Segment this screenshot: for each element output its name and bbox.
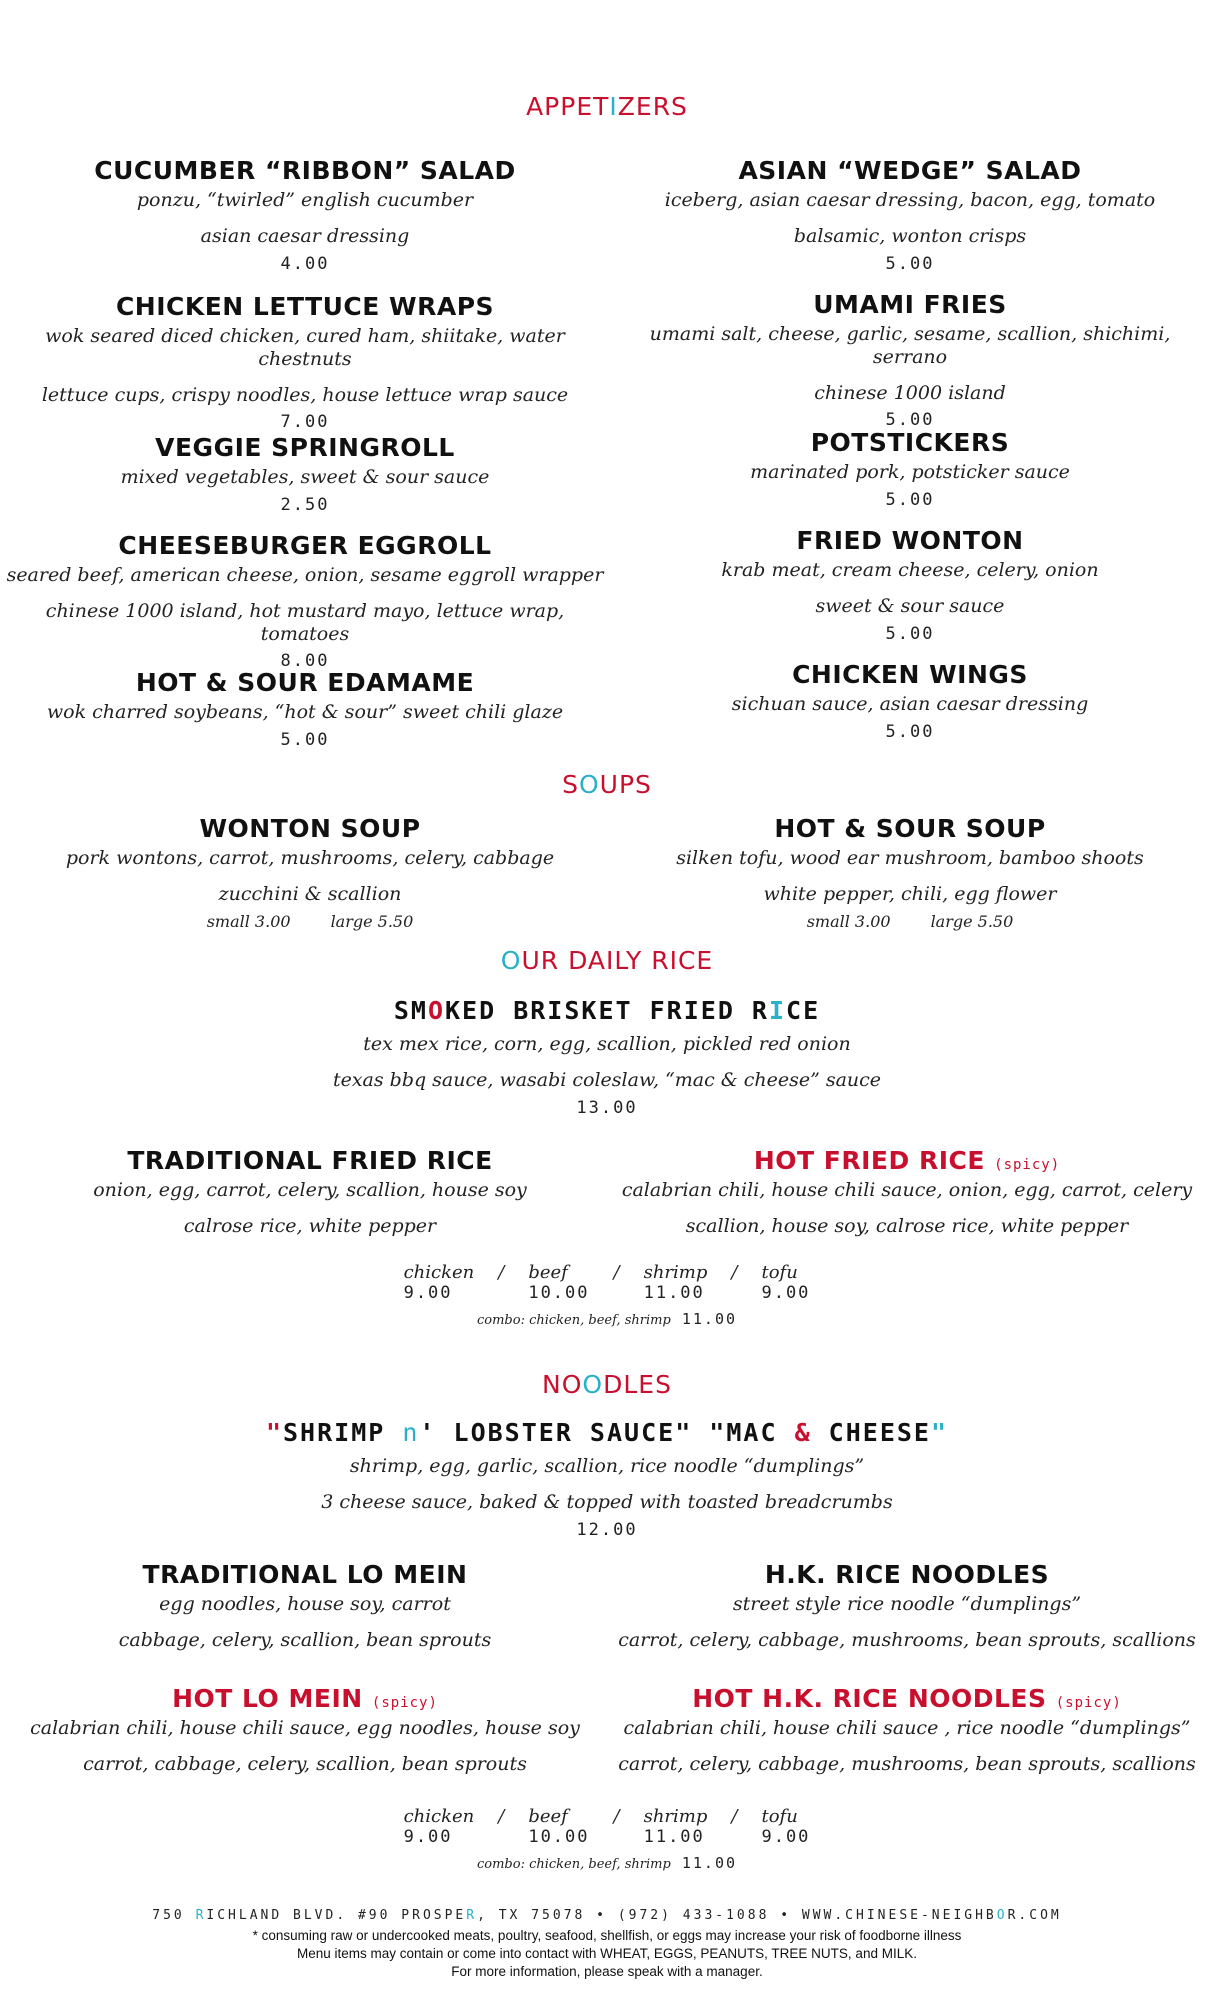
item-name-text: HOT LO MEIN xyxy=(172,1684,363,1713)
item-description: scallion, house soy, calrose rice, white pepper xyxy=(685,1214,1129,1237)
item-price: 2.50 xyxy=(280,494,330,515)
item-description: sichuan sauce, asian caesar dressing xyxy=(731,693,1089,715)
item-description: asian caesar dressing xyxy=(200,224,410,247)
heading-accent: O xyxy=(582,1370,604,1399)
footer-address xyxy=(0,1908,1214,1923)
heading-text: ZERS xyxy=(617,92,688,121)
notice-line: Menu items may contain or come into contact with WHEAT, EGGS, PEANUTS, TREE NUTS, and MILK. xyxy=(297,1946,917,1961)
combo-price: 11.00 xyxy=(681,1310,738,1328)
item-price: 5.00 xyxy=(885,489,935,510)
protein-grid xyxy=(0,1262,1214,1303)
item-description: chinese 1000 island xyxy=(814,381,1006,404)
heading-text: UPS xyxy=(599,770,652,799)
item-description: balsamic, wonton crisps xyxy=(793,224,1027,247)
title-part: SHRIMP xyxy=(283,1418,403,1447)
menu-item xyxy=(20,433,590,515)
item-description: wok seared diced chicken, cured ham, shiitake, water chestnuts xyxy=(45,325,565,370)
price-large: large 5.50 xyxy=(930,911,1014,931)
item-description: onion, egg, carrot, celery, scallion, house soy xyxy=(93,1179,527,1201)
item-description: tex mex rice, corn, egg, scallion, pickled red onion xyxy=(363,1033,851,1055)
item-description: chinese 1000 island, hot mustard mayo, lettuce wrap, tomatoes xyxy=(45,599,565,645)
item-price: 13.00 xyxy=(576,1097,638,1118)
combo-label: combo: chicken, beef, shrimp xyxy=(476,1857,671,1872)
title-accent: n xyxy=(402,1418,420,1447)
item-description: silken tofu, wood ear mushroom, bamboo shoots xyxy=(676,847,1144,869)
price-beef: 10.00 xyxy=(528,1827,590,1847)
title-accent: O xyxy=(427,996,445,1025)
item-description: calrose rice, white pepper xyxy=(183,1214,437,1237)
separator: / xyxy=(613,1262,620,1283)
menu-item xyxy=(600,1684,1214,1776)
menu-item xyxy=(610,526,1210,644)
item-price: 4.00 xyxy=(280,253,330,274)
option-shrimp: shrimp xyxy=(643,1806,708,1827)
menu-item xyxy=(610,290,1210,430)
noodles-heading xyxy=(0,1370,1214,1399)
item-name: CHEESEBURGER EGGROLL xyxy=(118,531,492,560)
item-name xyxy=(0,996,1214,1025)
item-description: calabrian chili, house chili sauce , rice noodle “dumplings” xyxy=(623,1717,1191,1739)
option-shrimp: shrimp xyxy=(643,1262,708,1283)
item-price: 5.00 xyxy=(885,623,935,644)
item-name xyxy=(600,1146,1214,1175)
item-name: CHICKEN WINGS xyxy=(792,660,1028,689)
item-name-text: HOT H.K. RICE NOODLES xyxy=(692,1684,1047,1713)
item-description: lettuce cups, crispy noodles, house lettuce wrap sauce xyxy=(41,383,569,406)
footer-accent: O xyxy=(996,1908,1008,1923)
heading-text: APPET xyxy=(526,92,610,121)
title-part: CHEESE xyxy=(811,1418,931,1447)
spicy-tag: (spicy) xyxy=(1055,1695,1122,1711)
menu-item xyxy=(0,292,610,432)
item-price: 5.00 xyxy=(885,410,935,431)
separator: / xyxy=(731,1806,738,1827)
item-description: krab meat, cream cheese, celery, onion xyxy=(721,559,1099,581)
item-price: 5.00 xyxy=(885,253,935,274)
item-description: iceberg, asian caesar dressing, bacon, egg, tomato xyxy=(664,189,1156,211)
combo-price: 11.00 xyxy=(681,1854,738,1872)
combo-label: combo: chicken, beef, shrimp xyxy=(476,1313,671,1328)
price-beef: 10.00 xyxy=(528,1283,590,1303)
price-shrimp: 11.00 xyxy=(643,1283,705,1303)
item-price: 5.00 xyxy=(885,721,935,742)
menu-item xyxy=(20,156,590,274)
price-shrimp: 11.00 xyxy=(643,1827,705,1847)
item-name xyxy=(0,1418,1214,1447)
footer-text: ICHLAND BLVD. #90 PROSPE xyxy=(206,1908,467,1923)
item-name xyxy=(0,1684,610,1713)
protein-options xyxy=(0,1262,1214,1328)
item-name: HOT & SOUR SOUP xyxy=(774,814,1046,843)
item-name xyxy=(600,1684,1214,1713)
item-name: FRIED WONTON xyxy=(796,526,1024,555)
item-description: carrot, celery, cabbage, mushrooms, bean sprouts, scallions xyxy=(618,1752,1196,1775)
item-description: calabrian chili, house chili sauce, egg noodles, house soy xyxy=(30,1717,580,1739)
item-description: white pepper, chili, egg flower xyxy=(763,882,1057,905)
heading-text: NO xyxy=(542,1370,583,1399)
item-name: CHICKEN LETTUCE WRAPS xyxy=(115,292,495,321)
title-accent: " xyxy=(265,1418,283,1447)
footer-text: 750 xyxy=(152,1908,196,1923)
item-name: POTSTICKERS xyxy=(810,428,1010,457)
heading-text: UR DAILY RICE xyxy=(521,946,714,975)
item-name: UMAMI FRIES xyxy=(813,290,1007,319)
item-description: texas bbq sauce, wasabi coleslaw, “mac & cheese” sauce xyxy=(332,1068,882,1091)
title-part: CE xyxy=(786,996,821,1025)
price-large: large 5.50 xyxy=(330,911,414,931)
menu-item xyxy=(610,660,1210,742)
item-price: 5.00 xyxy=(280,729,330,750)
heading-text: DLES xyxy=(603,1370,672,1399)
menu-item xyxy=(10,814,610,931)
appetizers-heading xyxy=(0,92,1214,121)
item-description: marinated pork, potsticker sauce xyxy=(750,461,1070,483)
menu-item xyxy=(610,814,1210,931)
item-description: calabrian chili, house chili sauce, onion, egg, carrot, celery xyxy=(621,1179,1193,1201)
heading-accent: O xyxy=(578,770,600,799)
menu-item xyxy=(610,428,1210,510)
rice-heading xyxy=(0,946,1214,975)
item-description: shrimp, egg, garlic, scallion, rice noodle “dumplings” xyxy=(349,1455,865,1477)
item-name: VEGGIE SPRINGROLL xyxy=(155,433,455,462)
menu-item xyxy=(20,668,590,750)
spicy-tag: (spicy) xyxy=(371,1695,438,1711)
featured-item xyxy=(0,996,1214,1118)
item-name: CUCUMBER “RIBBON” SALAD xyxy=(94,156,516,185)
footer-text: R.COM xyxy=(1007,1908,1062,1923)
price-chicken: 9.00 xyxy=(403,1827,453,1847)
menu-item xyxy=(610,156,1210,274)
price-small: small 3.00 xyxy=(206,911,291,931)
heading-accent: O xyxy=(500,946,522,975)
item-price: 12.00 xyxy=(576,1519,638,1540)
separator: / xyxy=(498,1262,505,1283)
title-accent: & xyxy=(794,1418,812,1447)
title-accent: I xyxy=(768,996,787,1025)
footer-accent: R xyxy=(466,1908,478,1923)
option-beef: beef xyxy=(528,1806,568,1827)
item-description: carrot, celery, cabbage, mushrooms, bean sprouts, scallions xyxy=(618,1628,1196,1651)
item-description: ponzu, “twirled” english cucumber xyxy=(136,189,474,211)
item-description: carrot, cabbage, celery, scallion, bean sprouts xyxy=(83,1752,527,1775)
item-description: cabbage, celery, scallion, bean sprouts xyxy=(118,1628,492,1651)
menu-item xyxy=(0,1560,610,1652)
item-description: street style rice noodle “dumplings” xyxy=(732,1593,1082,1615)
item-name: HOT & SOUR EDAMAME xyxy=(135,668,475,697)
footer-accent: R xyxy=(195,1908,207,1923)
featured-item xyxy=(0,1418,1214,1540)
item-name: ASIAN “WEDGE” SALAD xyxy=(738,156,1082,185)
item-name: WONTON SOUP xyxy=(199,814,421,843)
separator: / xyxy=(498,1806,505,1827)
protein-grid xyxy=(0,1806,1214,1847)
menu-item xyxy=(0,1684,610,1776)
notice-line: * consuming raw or undercooked meats, poultry, seafood, shellfish, or eggs may increase your risk of foodborne illness xyxy=(252,1928,962,1943)
price-tofu: 9.00 xyxy=(761,1827,811,1847)
menu-item xyxy=(0,531,610,671)
allergen-notice xyxy=(0,1928,1214,1979)
price-tofu: 9.00 xyxy=(761,1283,811,1303)
menu-item xyxy=(600,1560,1214,1652)
item-price: 8.00 xyxy=(280,651,330,672)
item-name: H.K. RICE NOODLES xyxy=(764,1560,1050,1589)
item-name: TRADITIONAL LO MEIN xyxy=(142,1560,468,1589)
item-description: wok charred soybeans, “hot & sour” sweet chili glaze xyxy=(46,701,564,723)
price-chicken: 9.00 xyxy=(403,1283,453,1303)
item-description: seared beef, american cheese, onion, sesame eggroll wrapper xyxy=(6,564,604,586)
item-name: TRADITIONAL FRIED RICE xyxy=(127,1146,493,1175)
item-price: 7.00 xyxy=(280,412,330,433)
option-chicken: chicken xyxy=(403,1806,475,1827)
item-description: sweet & sour sauce xyxy=(815,594,1005,617)
item-description: egg noodles, house soy, carrot xyxy=(159,1593,451,1615)
title-part: KED BRISKET FRIED R xyxy=(445,996,769,1025)
menu-item xyxy=(0,1146,620,1238)
price-small: small 3.00 xyxy=(806,911,891,931)
menu-item xyxy=(600,1146,1214,1238)
separator: / xyxy=(613,1806,620,1827)
item-description: mixed vegetables, sweet & sour sauce xyxy=(120,466,490,488)
item-name-text: HOT FRIED RICE xyxy=(753,1146,985,1175)
heading-text: S xyxy=(562,770,579,799)
item-description: zucchini & scallion xyxy=(218,882,402,905)
protein-options xyxy=(0,1806,1214,1872)
title-accent: " xyxy=(930,1418,949,1447)
item-description: umami salt, cheese, garlic, sesame, scallion, shichimi, serrano xyxy=(649,323,1171,368)
option-beef: beef xyxy=(528,1262,568,1283)
notice-line: For more information, please speak with a manager. xyxy=(451,1964,763,1979)
heading-accent: I xyxy=(609,92,618,121)
title-part: ' LOBSTER SAUCE" "MAC xyxy=(419,1418,795,1447)
item-description: pork wontons, carrot, mushrooms, celery, cabbage xyxy=(65,847,555,869)
item-description: 3 cheese sauce, baked & topped with toasted breadcrumbs xyxy=(321,1490,893,1513)
spicy-tag: (spicy) xyxy=(994,1157,1061,1173)
option-chicken: chicken xyxy=(403,1262,475,1283)
footer-text: , TX 75078 • (972) 433-1088 • WWW.CHINESE-NEIGHB xyxy=(477,1908,997,1923)
option-tofu: tofu xyxy=(761,1806,798,1827)
separator: / xyxy=(731,1262,738,1283)
option-tofu: tofu xyxy=(761,1262,798,1283)
soups-heading xyxy=(0,770,1214,799)
title-part: SM xyxy=(393,996,428,1025)
